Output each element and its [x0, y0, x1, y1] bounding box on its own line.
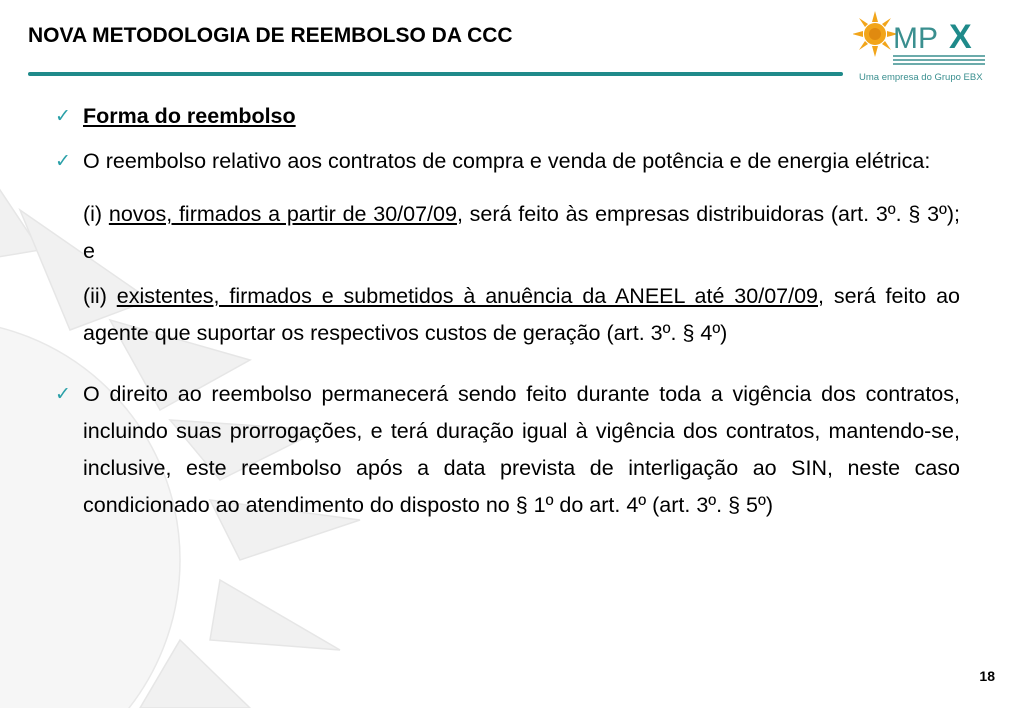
title-underline-rule: [28, 72, 843, 76]
bullet-text: O direito ao reembolso permanecerá sendo feito durante toda a vigência dos contratos, incluindo suas prorrogações, e terá duração igual à vigência dos contratos, mantendo-se, inclusive, este reembolso após a data prevista de interligação ao SIN, neste caso condicionado ao atendimento do disposto no § 1º do art. 4º (art. 3º. § 5º): [83, 382, 960, 517]
bullet-text: O reembolso relativo aos contratos de compra e venda de potência e de energia elétrica:: [83, 149, 931, 173]
logo-x-text: X: [949, 18, 972, 56]
sub-item-novos: [55, 196, 960, 270]
slide-content: [55, 98, 960, 524]
bullet-direito-reembolso: [55, 376, 960, 524]
logo-tagline: Uma empresa do Grupo EBX: [859, 72, 983, 83]
bullet-heading: Forma do reembolso: [83, 104, 296, 128]
page-number: 18: [979, 668, 995, 684]
sub-item-existentes: [55, 278, 960, 352]
checkmark-icon: ✓: [55, 151, 71, 172]
bullet-forma-do-reembolso: [55, 98, 960, 135]
checkmark-icon: ✓: [55, 384, 71, 405]
sub-item-underlined: existentes, firmados e submetidos à anuência da ANEEL até 30/07/09: [116, 284, 818, 308]
sub-item-underlined: novos, firmados a partir de 30/07/09: [108, 202, 457, 226]
mpx-sun-icon: [853, 8, 993, 72]
sub-item-text: , será feito às empresas distribuidoras (art. 3º. § 3º); e: [83, 202, 961, 263]
sub-item-prefix: (i): [83, 202, 109, 226]
page-title: NOVA METODOLOGIA DE REEMBOLSO DA CCC: [28, 24, 513, 47]
logo-mp-text: MP: [893, 22, 938, 55]
sub-item-prefix: (ii): [83, 284, 117, 308]
mpx-logo: [853, 8, 993, 88]
bullet-reembolso-contratos: [55, 143, 960, 180]
checkmark-icon: ✓: [55, 106, 71, 127]
sub-item-text: , será feito ao agente que suportar os respectivos custos de geração (art. 3º. § 4º): [83, 284, 960, 345]
